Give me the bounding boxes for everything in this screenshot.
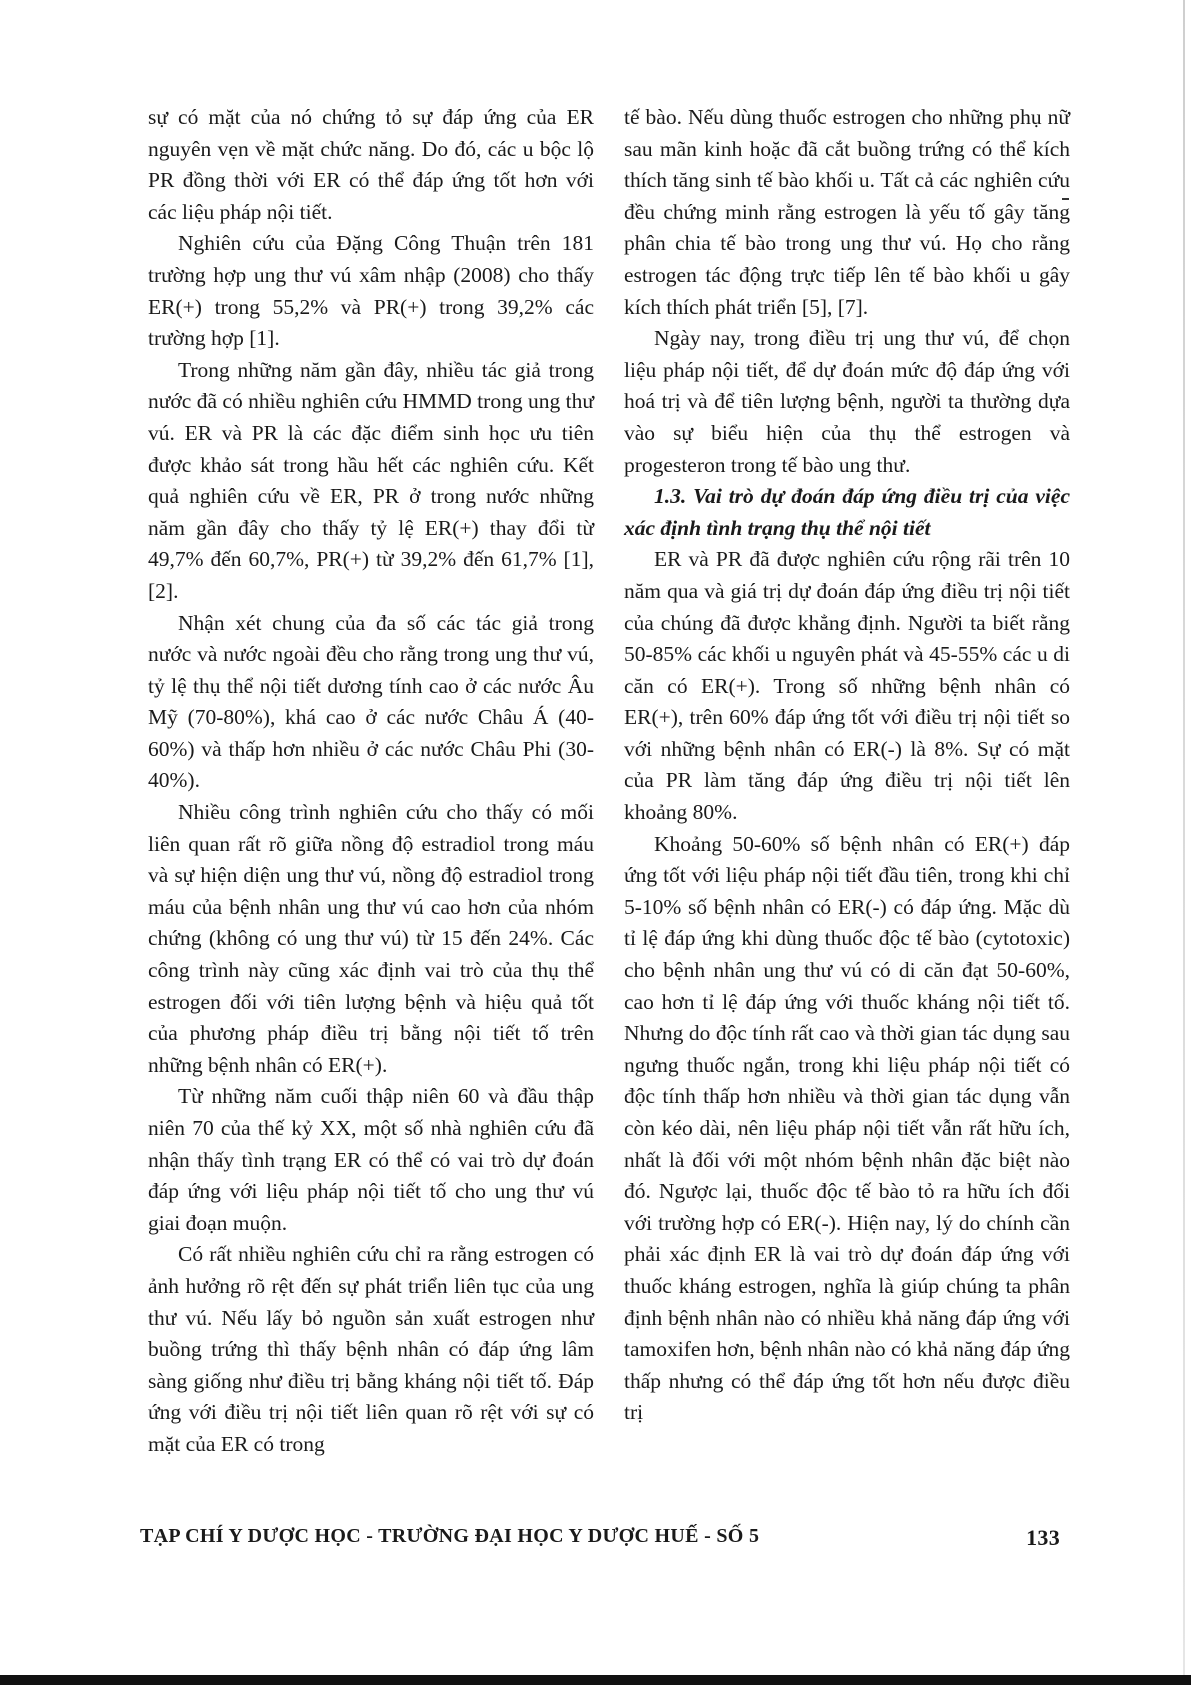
scan-edge-line: [1183, 0, 1185, 1685]
paragraph: Nhiều công trình nghiên cứu cho thấy có mối liên quan rất rõ giữa nồng độ estradiol trong máu và sự hiện diện ung thư vú, nồng độ estradiol trong máu của bệnh nhân ung thư vú cao hơn của nhóm chứng (không có ung thư vú) từ 15 đến 24%. Các công trình này cũng xác định vai trò của thụ thể estrogen đối với tiên lượng bệnh và hiệu quả tốt của phương pháp điều trị bằng nội tiết tố trên những bệnh nhân có ER(+).: [148, 800, 594, 1077]
paragraph: Trong những năm gần đây, nhiều tác giả trong nước đã có nhiều nghiên cứu HMMD trong ung thư vú. ER và PR là các đặc điểm sinh học ưu tiên được khảo sát trong hầu hết các nghiên cứu. Kết quả nghiên cứu về ER, PR ở trong nước những năm gần đây cho thấy tỷ lệ ER(+) thay đổi từ 49,7% đến 60,7%, PR(+) từ 39,2% đến 61,7% [1], [2].: [148, 357, 594, 603]
paragraph: Khoảng 50-60% số bệnh nhân có ER(+) đáp ứng tốt với liệu pháp nội tiết đầu tiên, trong khi chỉ 5-10% số bệnh nhân có ER(-) có đáp ứng. Mặc dù tỉ lệ đáp ứng khi dùng thuốc độc tế bào (cytotoxic) cho bệnh nhân ung thư vú có di căn đạt 50-60%, cao hơn tỉ lệ đáp ứng với thuốc kháng nội tiết tố. Nhưng do độc tính rất cao và thời gian tác dụng sau ngưng thuốc ngắn, trong khi liệu pháp nội tiết có độc tính thấp hơn nhiều và thời gian tác dụng vẫn còn kéo dài, nên liệu pháp nội tiết vẫn rất hữu ích, nhất là đối với một nhóm bệnh nhân đặc biệt nào đó. Ngược lại, thuốc độc tế bào tỏ ra hữu ích đối với trường hợp có ER(-). Hiện nay, lý do chính cần phải xác định ER là vai trò dự đoán đáp ứng với thuốc kháng estrogen, nghĩa là giúp chúng ta phân định bệnh nhân nào có nhiều khả năng đáp ứng với tamoxifen hơn, bệnh nhân nào có khả năng đáp ứng thấp nhưng có thể đáp ứng tốt hơn nếu được điều trị: [624, 831, 1070, 1425]
scan-bottom-bar: [0, 1675, 1191, 1685]
paragraph: Nhận xét chung của đa số các tác giả trong nước và nước ngoài đều cho rằng trong ung thư vú, tỷ lệ thụ thể nội tiết dương tính cao ở các nước Âu Mỹ (70-80%), khá cao ở các nước Châu Á (40-60%) và thấp hơn nhiều ở các nước Châu Phi (30-40%).: [148, 610, 594, 793]
paragraph: tế bào. Nếu dùng thuốc estrogen cho những phụ nữ sau mãn kinh hoặc đã cắt buồng trứng có thể kích thích tăng sinh tế bào khối u. Tất cả các nghiên cứu đều chứng minh rằng estrogen là yếu tố gây tăng phân chia tế bào trong ung thư vú. Họ cho rằng estrogen tác động trực tiếp lên tế bào khối u gây kích thích phát triển [5], [7].: [624, 105, 1070, 319]
right-column: [624, 102, 1070, 1429]
page-number: 133: [1026, 1525, 1060, 1550]
paragraph: Ngày nay, trong điều trị ung thư vú, để chọn liệu pháp nội tiết, để dự đoán mức độ đáp ứng với hoá trị và để tiên lượng bệnh, người ta thường dựa vào sự biểu hiện của thụ thể estrogen và progesteron trong tế bào ung thư.: [624, 326, 1070, 477]
left-column: [148, 102, 594, 1461]
journal-name: TẠP CHÍ Y DƯỢC HỌC - TRƯỜNG ĐẠI HỌC Y DƯỢC HUẾ - SỐ 5: [140, 1525, 760, 1547]
scan-speck: [1062, 198, 1069, 200]
paragraph: Có rất nhiều nghiên cứu chỉ ra rằng estrogen có ảnh hưởng rõ rệt đến sự phát triển liên tục của ung thư vú. Nếu lấy bỏ nguồn sản xuất estrogen như buồng trứng thì thấy bệnh nhân có đáp ứng lâm sàng giống như điều trị bằng kháng nội tiết tố. Đáp ứng với điều trị nội tiết liên quan rõ rệt với sự có mặt của ER có trong: [148, 1242, 594, 1456]
section-heading: 1.3. Vai trò dự đoán đáp ứng điều trị của việc xác định tình trạng thụ thể nội tiết: [624, 484, 1070, 540]
paragraph: sự có mặt của nó chứng tỏ sự đáp ứng của ER nguyên vẹn về mặt chức năng. Do đó, các u bộc lộ PR đồng thời với ER có thể đáp ứng tốt hơn với các liệu pháp nội tiết.: [148, 105, 594, 224]
paragraph: Nghiên cứu của Đặng Công Thuận trên 181 trường hợp ung thư vú xâm nhập (2008) cho thấy ER(+) trong 55,2% và PR(+) trong 39,2% các trường hợp [1].: [148, 231, 594, 351]
paragraph: Từ những năm cuối thập niên 60 và đầu thập niên 70 của thế kỷ XX, một số nhà nghiên cứu đã nhận thấy tình trạng ER có thể có vai trò dự đoán đáp ứng với liệu pháp nội tiết tố cho ung thư vú giai đoạn muộn.: [148, 1084, 594, 1235]
paragraph: ER và PR đã được nghiên cứu rộng rãi trên 10 năm qua và giá trị dự đoán đáp ứng điều trị nội tiết của chúng đã được khẳng định. Người ta biết rằng 50-85% các khối u nguyên phát và 45-55% các u di căn có ER(+). Trong số những bệnh nhân có ER(+), trên 60% đáp ứng tốt với điều trị nội tiết so với những bệnh nhân có ER(-) là 8%. Sự có mặt của PR làm tăng đáp ứng điều trị nội tiết lên khoảng 80%.: [624, 547, 1070, 825]
